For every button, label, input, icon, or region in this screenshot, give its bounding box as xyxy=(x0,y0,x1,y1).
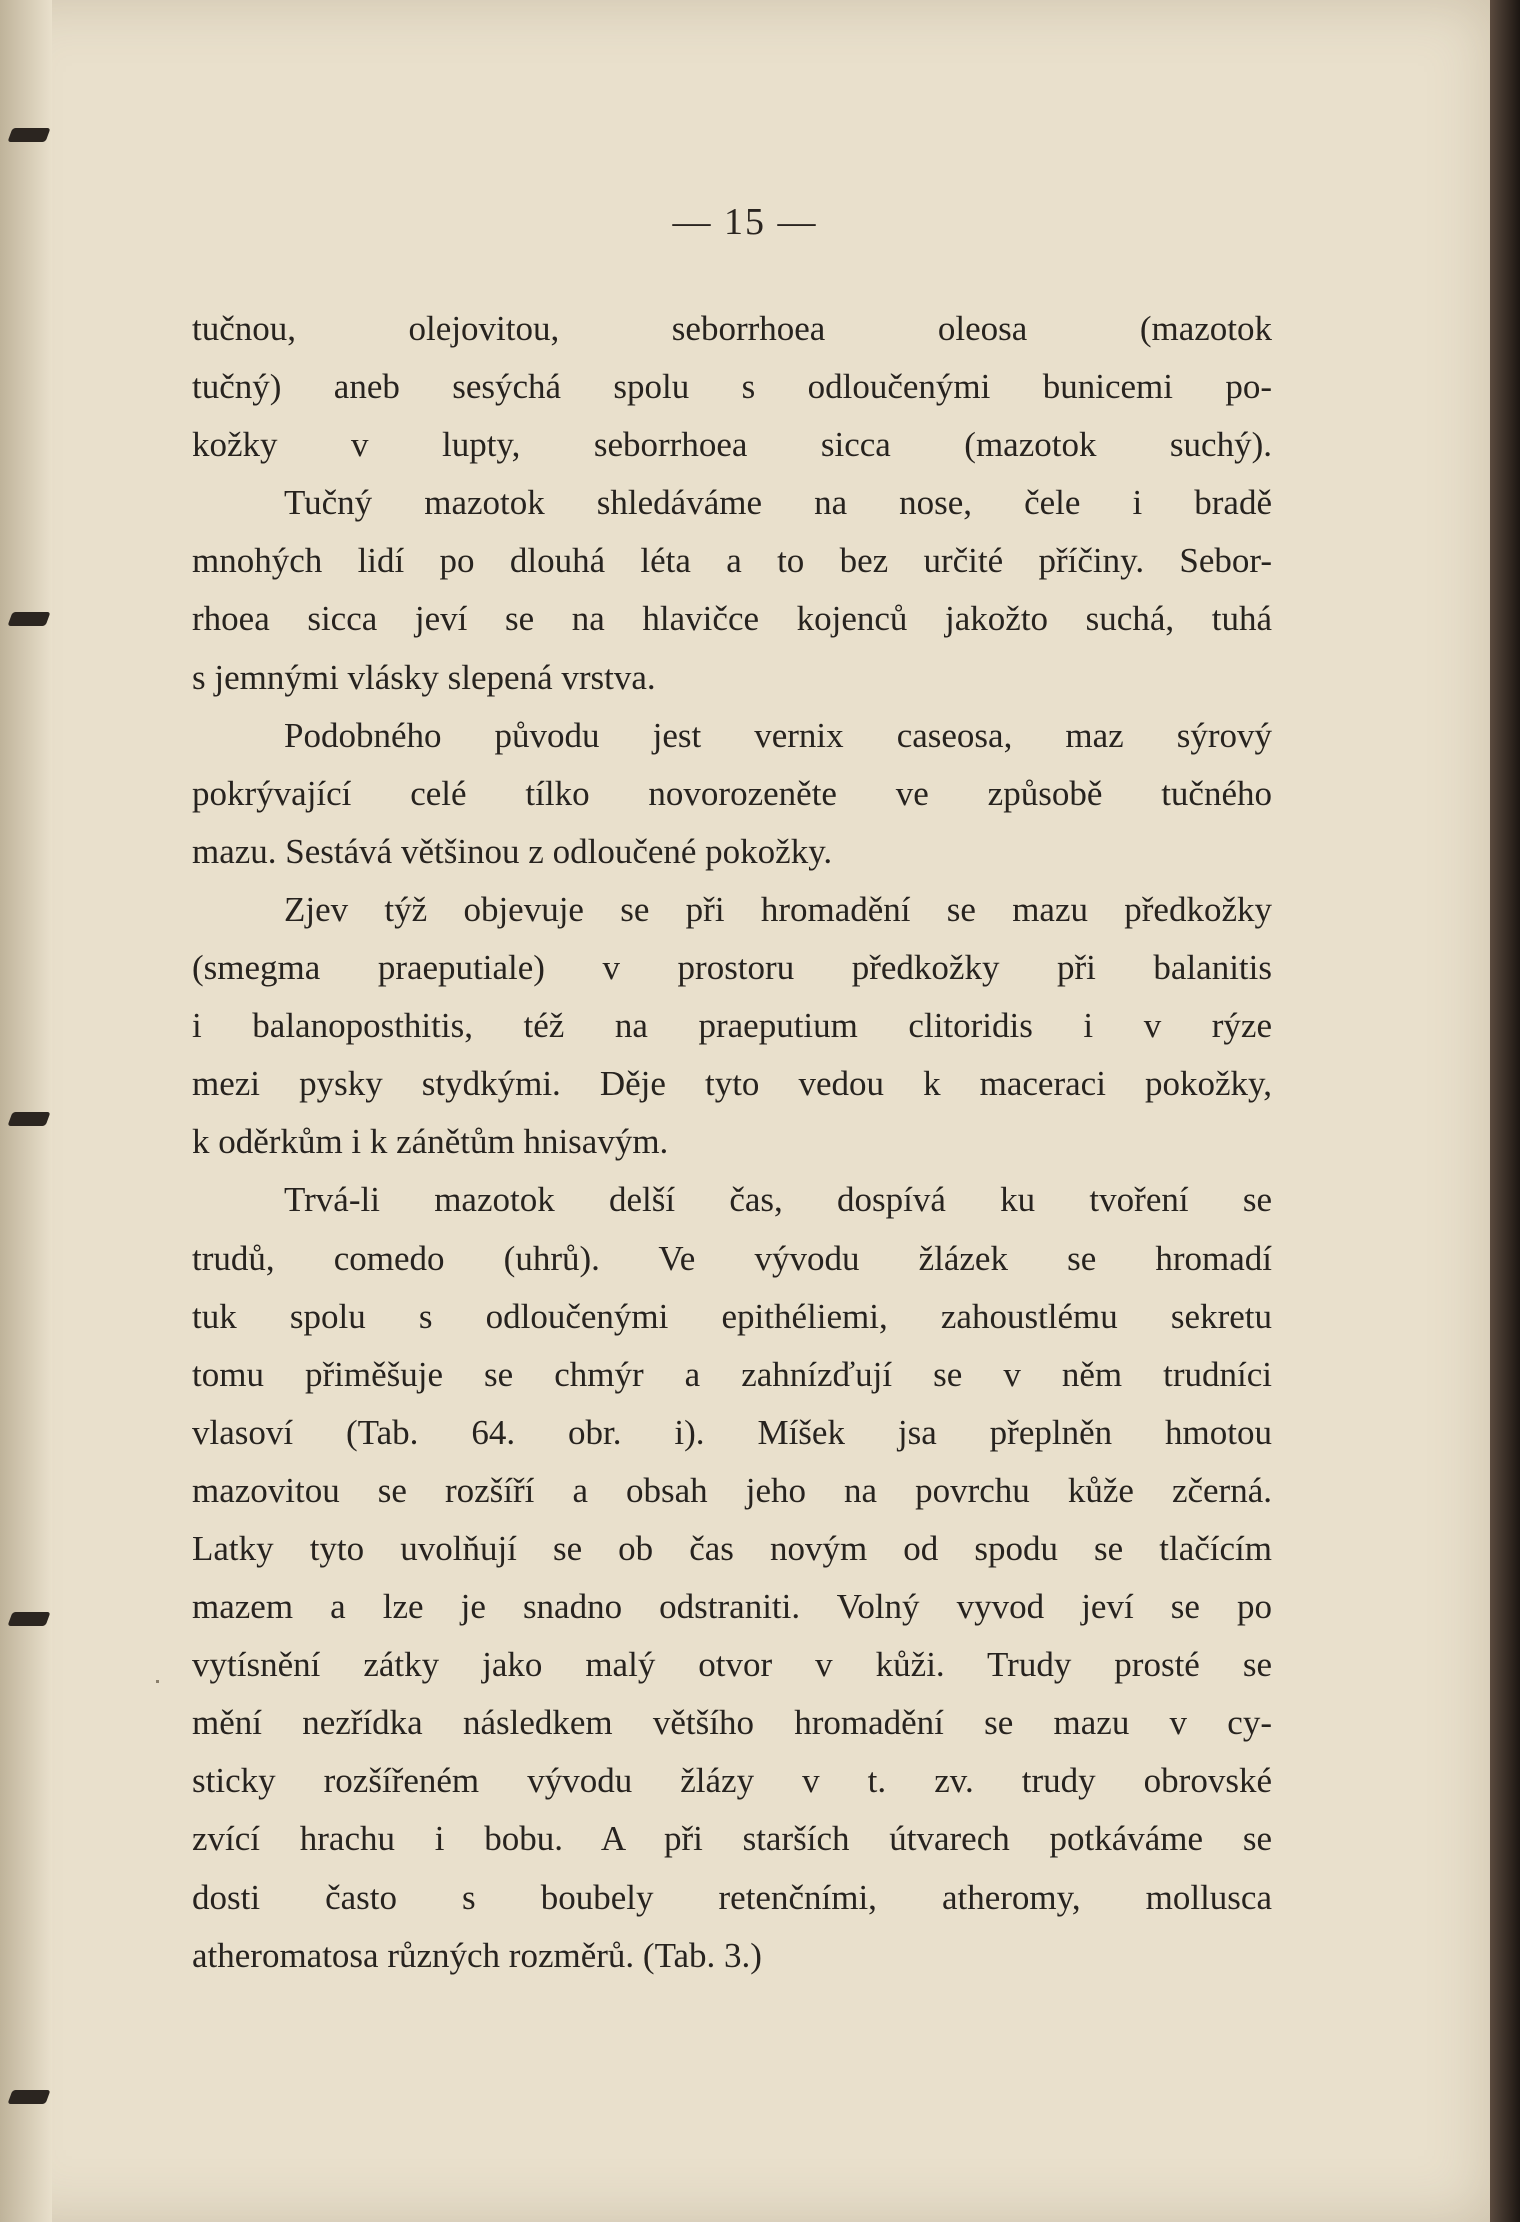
text-line: s jemnými vlásky slepená vrstva. xyxy=(192,657,656,697)
body-text xyxy=(192,300,1272,1985)
text-line: mezi pysky stydkými. Děje tyto vedou k maceraci pokožky, xyxy=(192,1064,1272,1104)
text-line: mazovitou se rozšíří a obsah jeho na povrchu kůže zčerná. xyxy=(192,1470,1272,1510)
page-speck xyxy=(156,1680,159,1683)
text-line: rhoea sicca jeví se na hlavičce kojenců jakožto suchá, tuhá xyxy=(192,599,1272,639)
text-line: Zjev týž objevuje se při hromadění se mazu předkožky xyxy=(284,889,1272,929)
text-line: tučnou, olejovitou, seborrhoea oleosa (mazotok xyxy=(192,309,1272,348)
text-line: vlasoví (Tab. 64. obr. i). Míšek jsa přeplněn hmotou xyxy=(192,1412,1272,1452)
text-line: (smegma praeputiale) v prostoru předkožky při balanitis xyxy=(192,948,1272,988)
text-line: sticky rozšířeném vývodu žlázy v t. zv. trudy obrovské xyxy=(192,1761,1272,1801)
binding-stitch xyxy=(7,612,50,626)
book-edge xyxy=(1490,0,1520,2222)
text-line: trudů, comedo (uhrů). Ve vývodu žlázek se hromadí xyxy=(192,1238,1272,1278)
text-line: vytísnění zátky jako malý otvor v kůži. Trudy prosté se xyxy=(192,1645,1272,1685)
binding-stitch xyxy=(7,1612,50,1626)
binding-stitch xyxy=(7,1112,50,1126)
text-line: zvící hrachu i bobu. A při starších útvarech potkáváme se xyxy=(192,1819,1272,1859)
text-line: pokrývající celé tílko novorozeněte ve způsobě tučného xyxy=(192,773,1272,813)
text-line: mění nezřídka následkem většího hromadění se mazu v cy- xyxy=(192,1703,1272,1743)
binding-stitch xyxy=(7,128,50,142)
text-line: mazem a lze je snadno odstraniti. Volný vyvod jeví se po xyxy=(192,1587,1272,1627)
text-line: Tučný mazotok shledáváme na nose, čele i bradě xyxy=(284,483,1272,523)
page-binding xyxy=(0,0,52,2222)
text-line: atheromatosa různých rozměrů. (Tab. 3.) xyxy=(192,1935,762,1975)
binding-stitch xyxy=(7,2090,50,2104)
page-number: — 15 — xyxy=(672,201,818,243)
text-line: i balanoposthitis, též na praeputium clitoridis i v rýze xyxy=(192,1006,1272,1046)
text-line: Trvá-li mazotok delší čas, dospívá ku tvoření se xyxy=(284,1180,1272,1220)
text-line: mazu. Sestává většinou z odloučené pokožky. xyxy=(192,831,833,871)
text-line: tuk spolu s odloučenými epithéliemi, zahoustlému sekretu xyxy=(192,1296,1272,1336)
text-line: k oděrkům i k zánětům hnisavým. xyxy=(192,1122,669,1162)
text-line: dosti často s boubely retenčními, atheromy, mollusca xyxy=(192,1877,1272,1917)
text-line: tomu přiměšuje se chmýr a zahnízďují se v něm trudníci xyxy=(192,1354,1272,1394)
text-line: kožky v lupty, seborrhoea sicca (mazotok suchý). xyxy=(192,425,1272,465)
text-line: mnohých lidí po dlouhá léta a to bez určité příčiny. Sebor- xyxy=(192,541,1272,581)
text-line: tučný) aneb sesýchá spolu s odloučenými bunicemi po- xyxy=(192,367,1272,407)
text-line: Podobného původu jest vernix caseosa, maz sýrový xyxy=(284,715,1272,755)
text-line: Latky tyto uvolňují se ob čas novým od spodu se tlačícím xyxy=(192,1528,1272,1568)
